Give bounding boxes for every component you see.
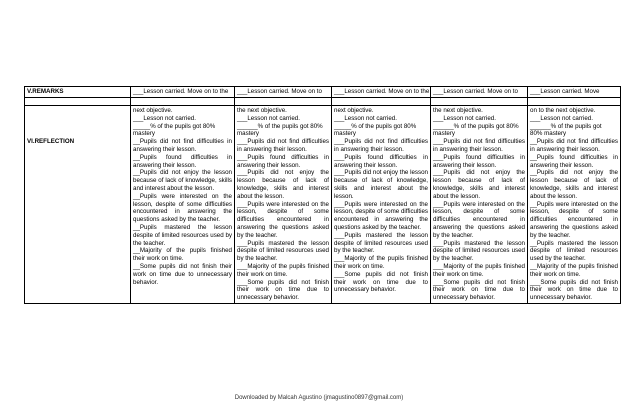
remarks-cell: ___Lesson carried. Move on to bbox=[235, 87, 332, 98]
reflection-item: ___Pupils were interested on the lesson, despite of some difficulties encountered in answering the questions asked by the teacher. bbox=[433, 200, 525, 239]
continuation-line: mastery bbox=[334, 130, 357, 138]
reflection-item: __Pupils mastered the lesson despite of limited resources used by the teacher. bbox=[133, 223, 232, 247]
reflection-item: ___Pupils mastered the lesson despite of limited resources used by the teacher. bbox=[237, 239, 329, 263]
continuation-line: ___Lesson not carried. bbox=[530, 114, 593, 122]
reflection-item: __Pupils were interested on the lesson, despite of some difficulties encountered in answering the questions asked by the teacher. bbox=[133, 192, 232, 224]
lesson-plan-page bbox=[24, 86, 620, 304]
continuation-line: ______% of the pupils got 80% bbox=[237, 122, 323, 130]
remarks-cell: ___Lesson carried. Move on to the bbox=[332, 87, 431, 98]
reflection-item: ___Majority of the pupils finished their work on time. bbox=[334, 255, 428, 270]
continuation-line: next objective. bbox=[133, 107, 173, 114]
reflection-cell bbox=[235, 106, 332, 304]
reflection-item: ___Pupils did not enjoy the lesson because of lack of knowledge, skills and interest about the lesson. bbox=[433, 169, 525, 200]
reflection-item: ___Majority of the pupils finished their work on time. bbox=[237, 262, 329, 278]
continuation-line: the next objective. bbox=[433, 107, 483, 114]
reflection-item: __Pupils found difficulties in answering their lesson. bbox=[133, 153, 232, 169]
continuation-line: _____% of the pupils got 80% bbox=[133, 122, 216, 130]
remarks-cell: ___Lesson carried. Move on to the bbox=[131, 87, 235, 98]
remarks-label: V.REMARKS bbox=[25, 87, 131, 98]
continuation-line: ___Lesson not carried. bbox=[433, 114, 496, 122]
reflection-item: __Pupils were interested on the lesson, despite of some difficulties encountered in answering the questions asked by the teacher. bbox=[530, 200, 618, 239]
reflection-item: __Pupils did not enjoy the lesson because of lack of knowledge, skills and interest about the lesson. bbox=[133, 169, 232, 192]
reflection-item: ___Pupils were interested on the lesson, despite of some difficulties encountered in answering the questions asked by the teacher. bbox=[334, 200, 428, 231]
reflection-label-cell bbox=[25, 106, 131, 304]
reflection-cell bbox=[131, 106, 235, 304]
continuation-line: the next objective. bbox=[237, 107, 287, 114]
continuation-line: ______% of the pupils got bbox=[530, 122, 602, 130]
continuation-line: ___Lesson not carried. bbox=[334, 114, 397, 122]
reflection-item: ___Pupils found difficulties in answering their lesson. bbox=[237, 153, 329, 169]
spacer-row bbox=[25, 98, 621, 106]
reflection-item: ___Some pupils did not finish their work on time due to unnecessary behavior. bbox=[237, 278, 329, 302]
reflection-item: ___Majority of the pupils finished their work on time. bbox=[433, 262, 525, 278]
reflection-item: ___Pupils found difficulties in answering their lesson. bbox=[334, 153, 428, 169]
reflection-item: ___Pupils mastered the lesson despite of limited resources used by the teacher. bbox=[334, 231, 428, 255]
reflection-cell bbox=[431, 106, 528, 304]
lesson-plan-table bbox=[24, 86, 621, 304]
reflection-item: ___Some pupils did not finish their work on time due to unnecessary behavior. bbox=[334, 270, 428, 294]
continuation-line: ___Lesson not carried. bbox=[237, 114, 300, 122]
reflection-item: __Majority of the pupils finished their work on time. bbox=[133, 247, 232, 263]
reflection-item: ___Pupils did not enjoy the lesson because of lack of knowledge, skills and interest about the lesson. bbox=[237, 169, 329, 200]
continuation-line: next objective. bbox=[334, 107, 374, 114]
reflection-item: ___Pupils did not find difficulties in answering their lesson. bbox=[334, 138, 428, 153]
continuation-line: 80% mastery bbox=[530, 130, 567, 138]
reflection-item: __Majority of the pupils finished their work on time. bbox=[530, 262, 618, 278]
reflection-item: ___Some pupils did not finish their work on time due to unnecessary behavior. bbox=[433, 278, 525, 302]
reflection-item: __Pupils did not find difficulties in answering their lesson. bbox=[530, 138, 618, 153]
reflection-item: __Pupils did not find difficulties in answering their lesson. bbox=[133, 138, 232, 153]
reflection-item: ___Pupils found difficulties in answering their lesson. bbox=[433, 153, 525, 169]
reflection-label: VI.REFLECTION bbox=[27, 138, 75, 145]
reflection-item: ___Pupils did not find difficulties in answering their lesson. bbox=[237, 138, 329, 153]
remarks-cell: ___Lesson carried. Move on to bbox=[431, 87, 528, 98]
remarks-row bbox=[25, 87, 621, 98]
reflection-row bbox=[25, 106, 621, 304]
continuation-line: ______% of the pupils got 80% bbox=[433, 122, 519, 130]
reflection-item: ___Pupils did not find difficulties in answering their lesson. bbox=[433, 138, 525, 153]
reflection-item: ___Pupils mastered the lesson despite of limited resources used by the teacher. bbox=[433, 239, 525, 263]
download-footer: Downloaded by Malcah Agustino (jmagustino0897@gmail.com) bbox=[234, 395, 404, 401]
reflection-item: __Pupils found difficulties in answering their lesson. bbox=[530, 153, 618, 169]
reflection-item: __Pupils did not enjoy the lesson because of lack of knowledge, skills and interest about the lesson. bbox=[530, 169, 618, 200]
continuation-line: on to the next objective. bbox=[530, 107, 596, 114]
continuation-line: mastery bbox=[133, 130, 156, 138]
continuation-line: _____% of the pupils got 80% bbox=[334, 122, 417, 130]
reflection-cell bbox=[528, 106, 621, 304]
continuation-line: ___Lesson not carried. bbox=[133, 114, 196, 122]
continuation-line: mastery bbox=[433, 130, 456, 138]
remarks-cell: ___Lesson carried. Move bbox=[528, 87, 621, 98]
reflection-item: __Pupils mastered the lesson despite of limited resources used by the teacher. bbox=[530, 239, 618, 263]
continuation-line: mastery bbox=[237, 130, 260, 138]
reflection-item: ___Pupils were interested on the lesson, despite of some difficulties encountered in answering the questions asked by the teacher. bbox=[237, 200, 329, 239]
reflection-cell bbox=[332, 106, 431, 304]
reflection-item: ___Some pupils did not finish their work on time due to unnecessary behavior. bbox=[530, 278, 618, 302]
reflection-item: __Some pupils did not finish their work on time due to unnecessary behavior. bbox=[133, 262, 232, 286]
reflection-item: ___Pupils did not enjoy the lesson because of lack of knowledge, skills and interest about the lesson. bbox=[334, 169, 428, 200]
